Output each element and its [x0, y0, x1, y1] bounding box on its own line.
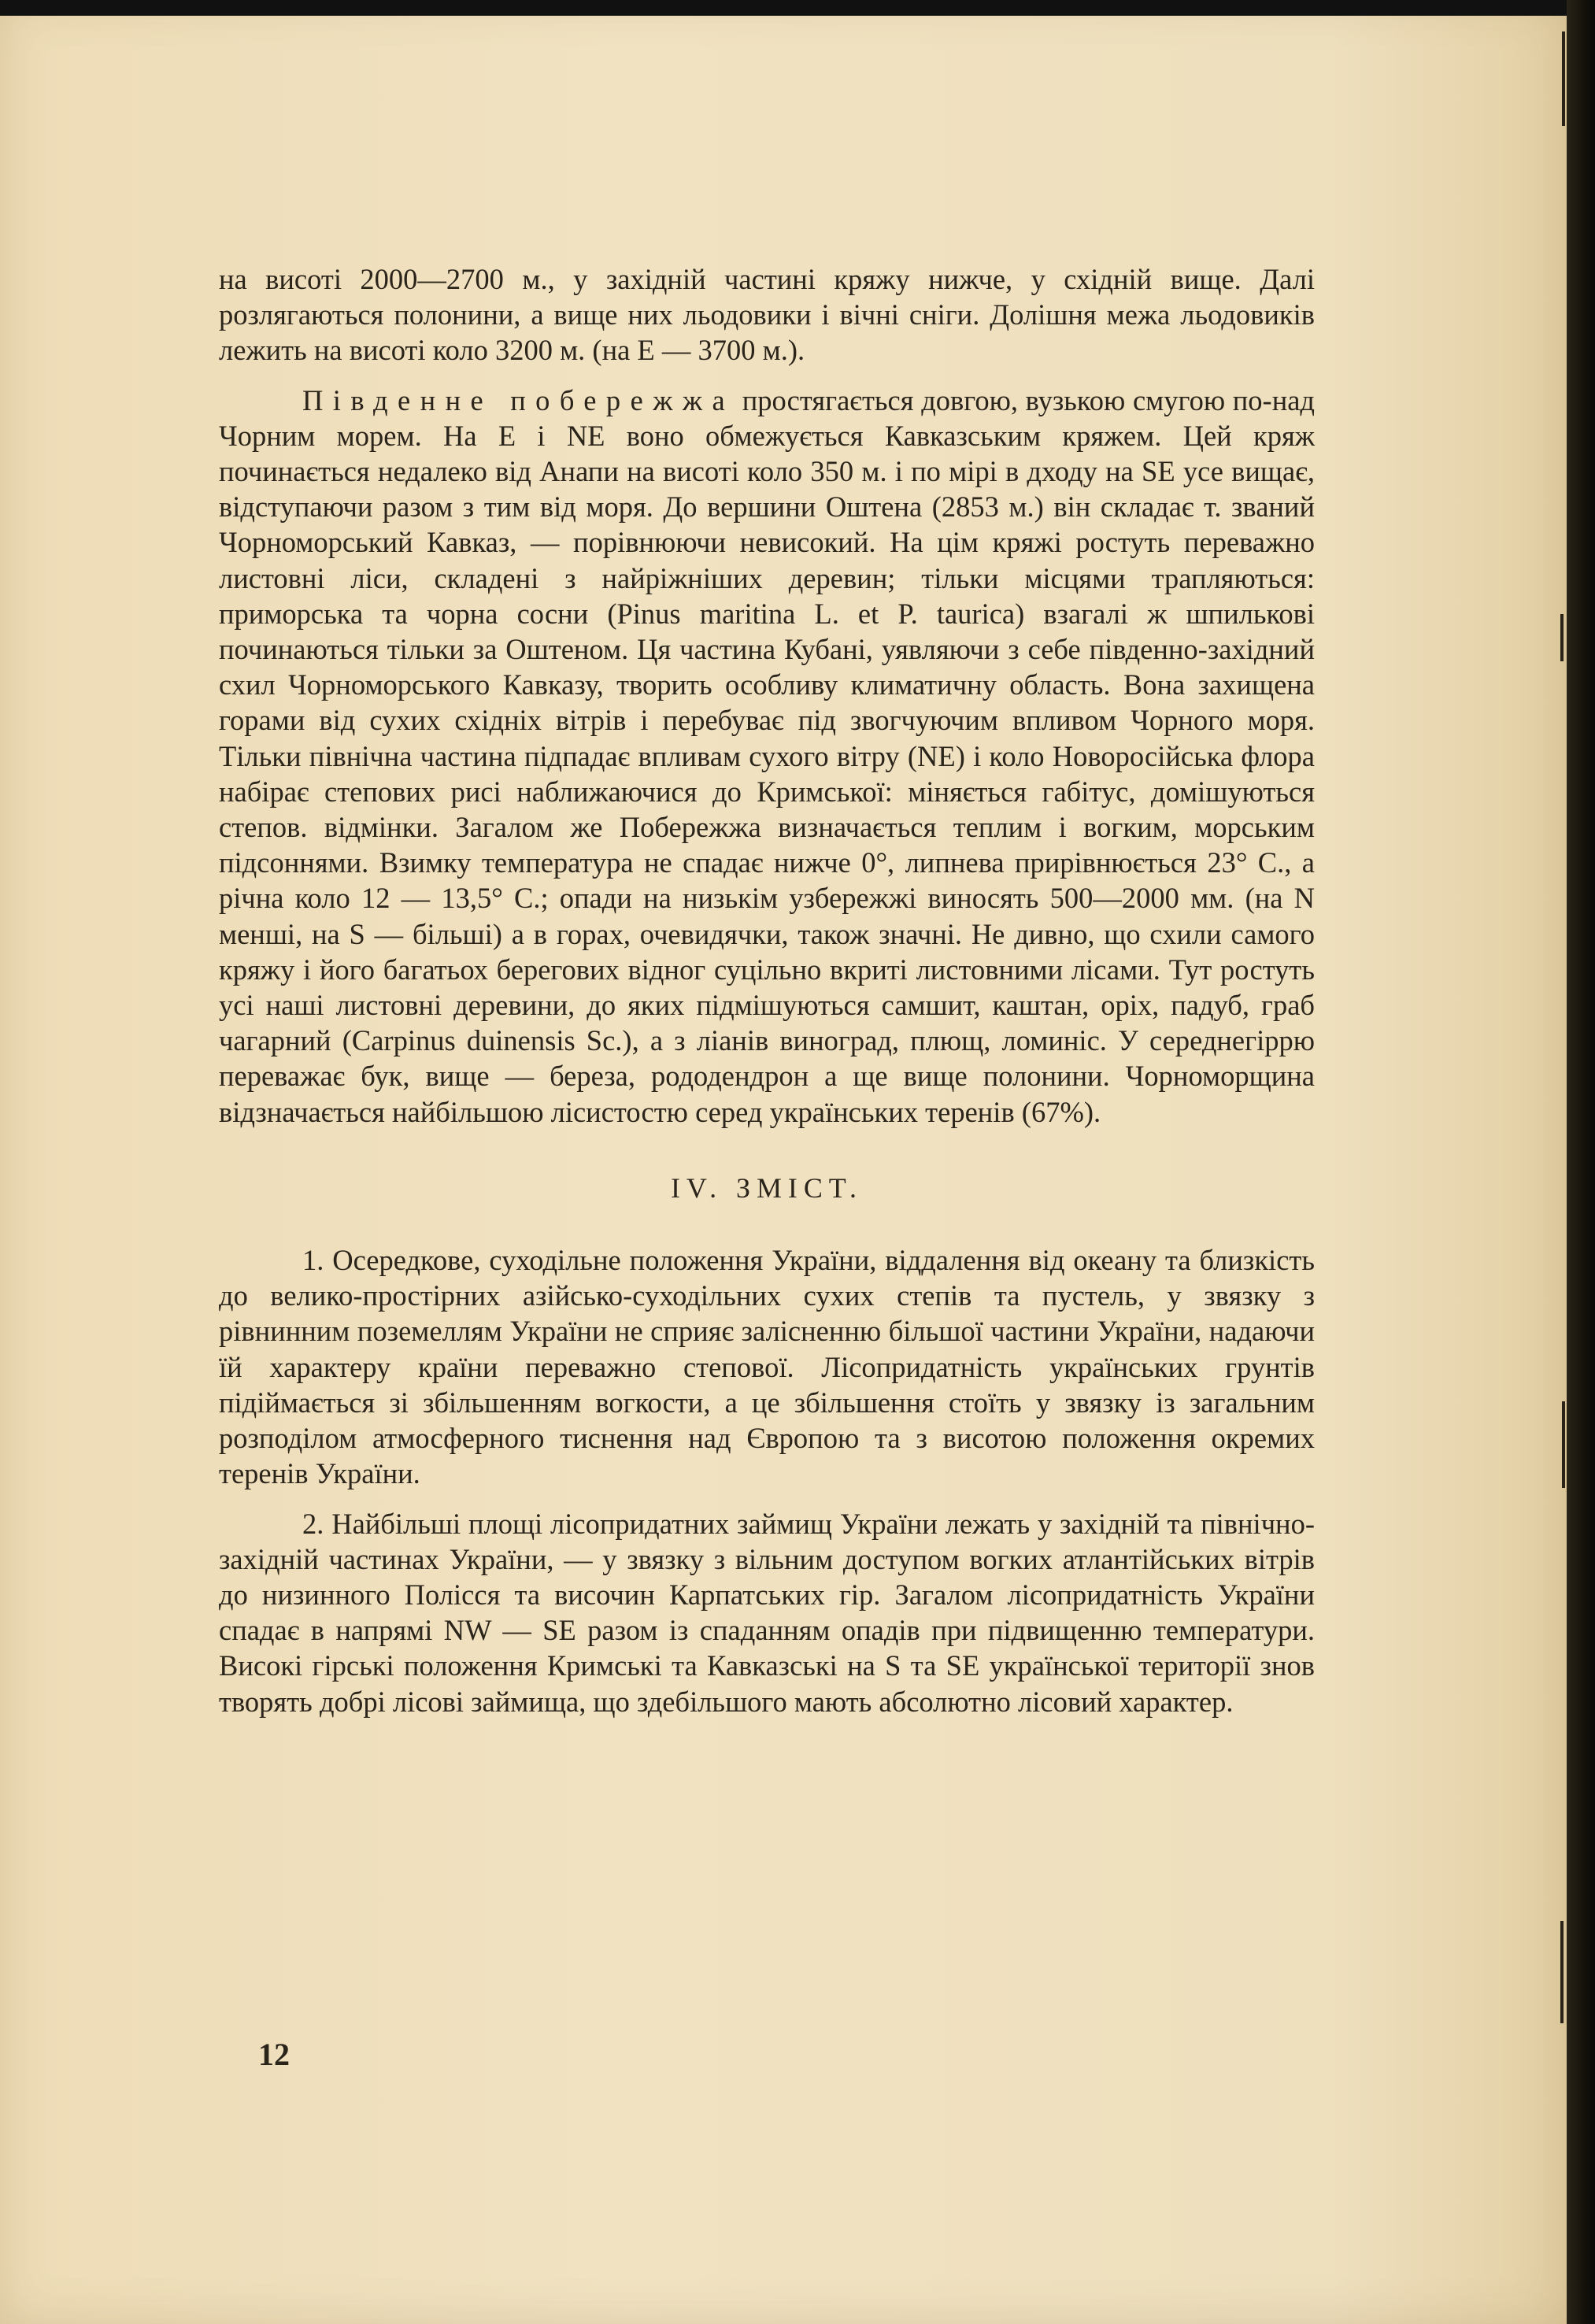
section-heading: IV. ЗМІСТ. — [671, 1171, 863, 1204]
scan-right-border — [1567, 0, 1595, 2324]
scan-edge-mark — [1562, 1401, 1565, 1488]
scan-edge-mark — [1562, 31, 1565, 126]
summary-point-1: 1. Осередкове, суходільне положення України, віддалення від океану та близкість до велико-простірних азійсько-суходільних сухих степів та пустель, у звязку з рівнинним поземеллям України не сприяє залісненню більшої частини України, надаючи їй характеру країни переважно степової. Лісопридатність українських грунтів підіймається зі збільшенням вогкости, а це збільшення стоїть у звязку із загальним розподілом атмосферного тиснення над Європою та з висотою положення окремих теренів України. — [219, 1244, 1315, 1490]
paragraph-lead-spaced: Південне побережжа — [302, 383, 735, 416]
paragraph-continuation: на висоті 2000—2700 м., у західній частині кряжу нижче, у східній вище. Далі розлягаються полонини, а вище них льодовики і вічні сніги. Долішня межа льодовиків лежить на висоті коло 3200 м. (на E — 3700 м.). — [219, 263, 1315, 367]
scan-edge-mark — [1560, 1921, 1564, 2023]
paragraph-body: простягається довгою, вузькою смугою по-над Чорним морем. На E і NE воно обмежується Кавказським кряжем. Цей кряж починається недалеко від Анапи на висоті коло 350 м. і по мірі в дходу на SE усе вищає, відступаючи разом з тим від моря. До вершини Оштена (2853 м.) він складає т. званий Чорноморський Кавказ, — порівнюючи невисокий. На цім кряжі ростуть переважно листовні ліси, складені з найріжніших деревин; тільки місцями трапляються: приморська та чорна сосни (Pinus maritina L. et P. taurica) взагалі ж шпилькові починаються тільки за Оштеном. Ця частина Кубані, уявляючи з себе південно-західний схил Чорноморського Кавказу, творить особливу климатичну область. Вона захищена горами від сухих східніх вітрів і перебуває під звогчуючим впливом Чорного моря. Тільки північна частина підпадає впливам сухого вітру (NE) і коло Новоросійська флора набірає степових рисі наближаючися до Кримської: міняється габітус, домішуються степов. відмінки. Загалом же Побережжа визначається теплим і вогким, морським підсоннями. Взимку температура не спадає нижче 0°, липнева прирівнюється 23° C., а річна коло 12 — 13,5° C.; опади на низькім узбережжі виносять 500—2000 мм. (на N менші, на S — більші) а в горах, очевидячки, також значні. Не дивно, що схили самого кряжу і його багатьох берегових відног суцільно вкриті листовними лісами. Тут ростуть усі наші листовні деревини, до яких підмішуються самшит, каштан, оріх, падуб, граб чагарний (Carpinus duinensis Sc.), а з ліанів виноград, плющ, ломиніс. У середнегіррю переважає бук, вище — береза, рододендрон а ще вище полонини. Чорноморщина відзначається найбільшою лісистостю серед українських теренів (67%). — [219, 383, 1315, 1128]
scan-edge-mark — [1560, 614, 1564, 661]
page-number: 12 — [258, 2037, 290, 2072]
page-text-block — [219, 261, 1315, 1719]
scan-top-border — [0, 0, 1595, 16]
summary-point-2: 2. Найбільші площі лісопридатних займищ України лежать у західній та північно-західній частинах України, — у звязку з вільним доступом вогких атлантійських вітрів до низинного Полісся та височин Карпатських гір. Загалом лісопридатність України спадає в напрямі NW — SE разом із спаданням опадів при підвищенню температури. Високі гірські положення Кримські та Кавказські на S та SE української території знов творять добрі лісові займища, що здебільшого мають абсолютно лісовий характер. — [219, 1507, 1315, 1718]
paragraph-southern-coast — [219, 383, 1315, 1130]
